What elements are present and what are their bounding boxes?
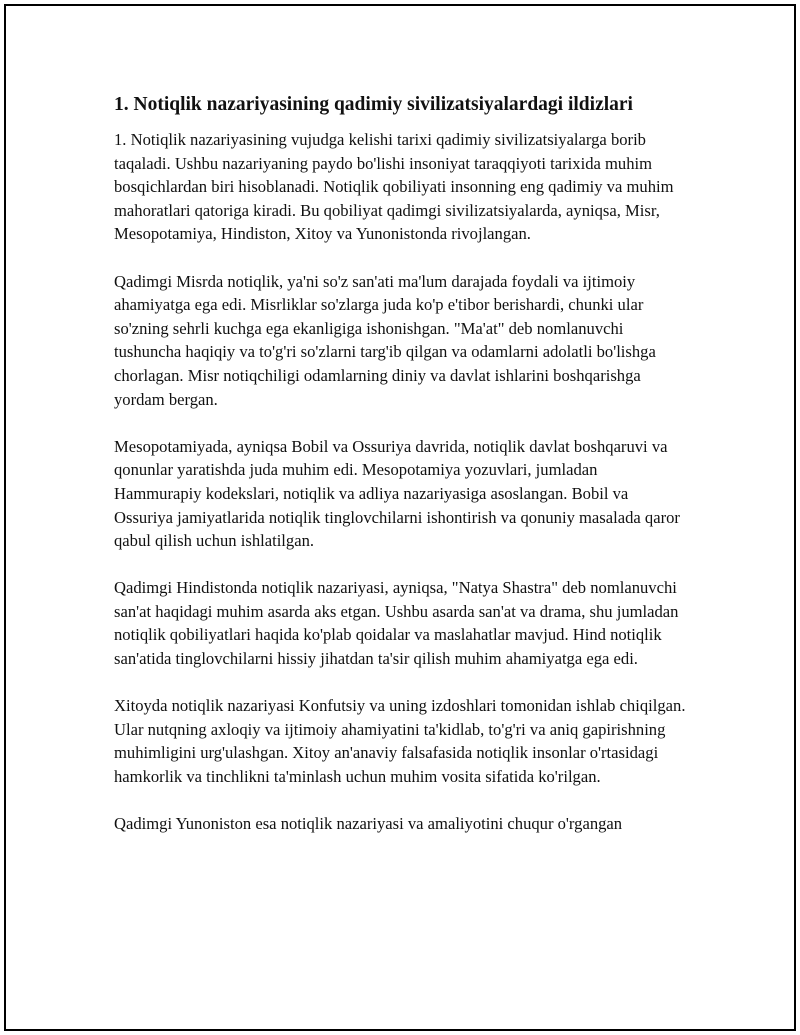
paragraph-intro: 1. Notiqlik nazariyasining vujudga kelishi tarixi qadimiy sivilizatsiyalarga borib taqaladi. Ushbu nazariyaning paydo bo'lishi insoniyat taraqqiyoti tarixida muhim bosqichlardan biri hisoblanadi. Notiqlik qobiliyati insonning eng qadimiy va muhim mahoratlari qatoriga kiradi. Bu qobiliyat qadimgi sivilizatsiyalarda, ayniqsa, Misr, Mesopotamiya, Hindiston, Xitoy va Yunonistonda rivojlangan. [114, 130, 674, 244]
document-body [114, 92, 689, 859]
paragraph-greece: Qadimgi Yunoniston esa notiqlik nazariyasi va amaliyotini chuqur o'rgangan [114, 814, 623, 834]
paragraph-china: Xitoyda notiqlik nazariyasi Konfutsiy va uning izdoshlari tomonidan ishlab chiqilgan. Ular nutqning axloqiy va ijtimoiy ahamiyatini ta'kidlab, to'g'ri va aniq gapirishning muhimligini urg'ulashgan. Xitoy an'anaviy falsafasida notiqlik insonlar o'rtasidagi hamkorlik va tinchlikni ta'minlash uchun muhim vosita sifatida ko'rilgan. [114, 696, 686, 787]
document-title: 1. Notiqlik nazariyasining qadimiy sivilizatsiyalardagi ildizlari [114, 94, 633, 115]
paragraph-india: Qadimgi Hindistonda notiqlik nazariyasi, ayniqsa, "Natya Shastra" deb nomlanuvchi san'at haqidagi muhim asarda aks etgan. Ushbu asarda san'at va drama, shu jumladan notiqlik qobiliyatlari haqida ko'plab qoidalar va maslahatlar mavjud. Hind notiqlik san'atida tinglovchilarni hissiy jihatdan ta'sir qilish muhim ahamiyatga ega edi. [114, 578, 679, 669]
paragraph-egypt: Qadimgi Misrda notiqlik, ya'ni so'z san'ati ma'lum darajada foydali va ijtimoiy ahamiyatga ega edi. Misrliklar so'zlarga juda ko'p e'tibor berishardi, chunki ular so'zning sehrli kuchga ega ekanligiga ishonishgan. "Ma'at" deb nomlanuvchi tushuncha haqiqiy va to'g'ri so'zlarni targ'ib qilgan va odamlarni adolatli bo'lishga chorlagan. Misr notiqchiligi odamlarning diniy va davlat ishlarini boshqarishga yordam bergan. [114, 271, 656, 409]
paragraph-mesopotamia: Mesopotamiyada, ayniqsa Bobil va Ossuriya davrida, notiqlik davlat boshqaruvi va qonunlar yaratishda juda muhim edi. Mesopotamiya yozuvlari, jumladan Hammurapiy kodekslari, notiqlik va adliya nazariyasiga asoslangan. Bobil va Ossuriya jamiyatlarida notiqlik tinglovchilarni ishontirish va qonuniy masalada qaror qabul qilish uchun ishlatilgan. [114, 436, 680, 551]
